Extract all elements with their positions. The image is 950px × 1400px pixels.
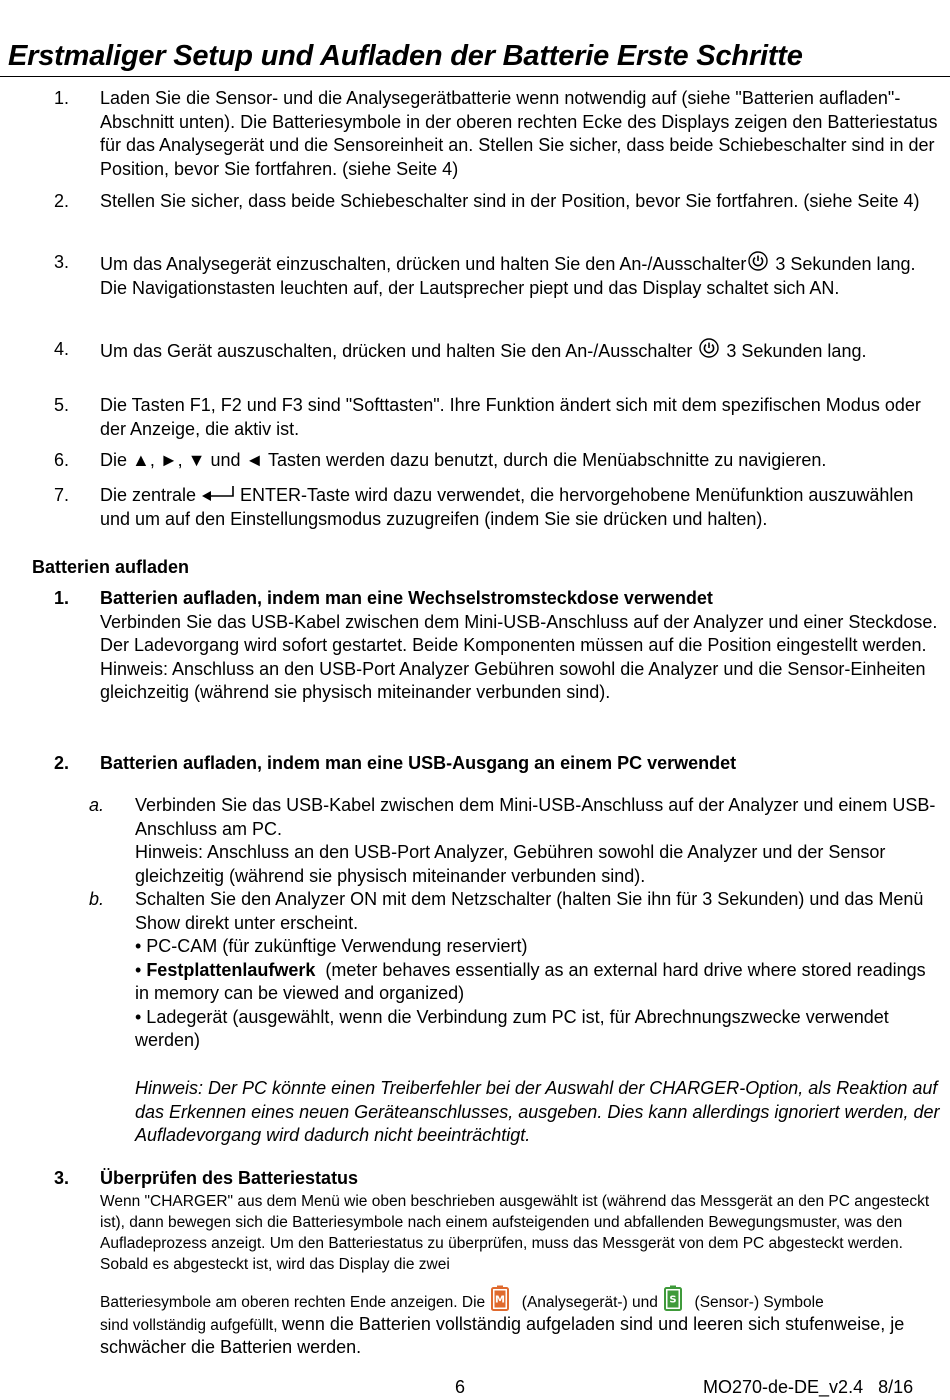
step-text: Laden Sie die Sensor- und die Analysegerätbatterie wenn notwendig auf (siehe "Batterien aufladen"-Abschnitt unten). Die Batteriesymbole in der oberen rechten Ecke des Displays zeigen den Batteriestatus für das Analysegerät und die Sensoreinheit an. Stellen Sie sicher, dass beide Schiebeschalter sind in der Position, bevor Sie fortfahren. (siehe Seite 4) [100,88,938,179]
text-part: Batteriesymbole am oberen rechten Ende anzeigen. Die [100,1293,486,1311]
step-text [100,338,940,364]
substep-body [135,794,940,888]
step-text-part: Die zentrale [100,485,197,505]
step-text: Die Tasten F1, F2 und F3 sind "Softtasten". Ihre Funktion ändert sich mit dem spezifischen Modus oder der Anzeige, die aktiv ist. [100,395,921,439]
section-heading: Batterien aufladen, indem man eine Wechselstromsteckdose verwendet [100,588,713,608]
substep-note: Hinweis: Anschluss an den USB-Port Analyzer, Gebühren sowohl die Analyzer und der Sensor gleichzeitig (während sie physisch miteinander verbunden sind). [135,842,886,886]
text-part: (Sensor-) Symbole [694,1293,824,1311]
step-text [100,484,940,531]
step-text-part: 3 Sekunden lang. Die Navigationstasten leuchten auf, der Lautsprecher piept und das Display schaltet sich AN. [100,254,916,298]
step-number: 4. [54,339,70,359]
battery-analyzer-icon [491,1285,509,1311]
substep-text: Schalten Sie den Analyzer ON mit dem Netzschalter (halten Sie ihn für 3 Sekunden) und das Menü Show direkt unter erscheint. [135,889,924,933]
page-number: 6 [455,1377,466,1397]
step-number: 1. [54,88,70,108]
title-divider [0,76,950,77]
text-part: sind vollständig aufgefüllt, [100,1316,282,1334]
section-heading-battery: Batterien aufladen [32,557,190,577]
menu-option-hard-drive [135,959,940,1006]
section-paragraph: Wenn "CHARGER" aus dem Menü wie oben beschrieben ausgewählt ist (während das Messgerät an den PC angesteckt ist), dann bewegen sich die Batteriesymbole nach einem aufsteigenden und abfallenden Bewegungsmuster, was den Aufladeprozess anzeigt. Um den Batteriestatus zu überprüfen, muss das Messgerät von dem PC abgesteckt werden. Sobald es abgesteckt ist, wird das Display die zwei [100,1192,930,1273]
section-heading: Überprüfen des Batteriestatus [100,1168,359,1188]
text-part: (Analysegerät-) und [521,1293,658,1311]
section-body [100,1167,944,1360]
section-paragraph: Verbinden Sie das USB-Kabel zwischen dem Mini-USB-Anschluss auf der Analyzer und einer Steckdose. Der Ladevorgang wird sofort gestartet. Beide Komponenten müssen auf die Position eingestellt werden. [100,611,938,655]
svg-text:S: S [669,1294,677,1305]
section-number: 3. [54,1168,70,1188]
step-text: Stellen Sie sicher, dass beide Schiebeschalter sind in der Position, bevor Sie fortfahren. (siehe Seite 4) [100,191,920,211]
section-paragraph-icons [100,1285,944,1360]
menu-option-charger: • Ladegerät (ausgewählt, wenn die Verbindung zum PC ist, für Abrechnungszwecke verwendet werden) [135,1006,889,1050]
section-note: Hinweis: Anschluss an den USB-Port Analyzer Gebühren sowohl die Analyzer und die Sensor-Einheiten gleichzeitig (während sie physisch miteinander verbunden sind). [100,658,926,702]
section-heading: Batterien aufladen, indem man eine USB-Ausgang an einem PC verwendet [100,753,737,773]
menu-option-pc-cam: • PC-CAM (für zukünftige Verwendung reserviert) [135,936,528,956]
step-text-part: ENTER-Taste wird dazu verwendet, die hervorgehobene Menüfunktion auszuwählen und um auf den Einstellungsmodus zuzugreifen (indem Sie sie drücken und halten). [100,485,914,529]
substep-body [135,888,940,1053]
substep-label: a. [89,795,105,815]
step-text-part: Um das Analysegerät einzuschalten, drücken und halten Sie den An-/Ausschalter [100,254,747,274]
svg-text:M: M [495,1294,506,1305]
step-text [100,251,940,300]
option-description: (meter behaves essentially as an external hard drive where stored readings in memory can be viewed and organized) [135,959,931,1003]
step-number: 5. [54,395,70,415]
battery-sensor-icon [664,1285,682,1311]
step-text-part: Um das Gerät auszuschalten, drücken und halten Sie den An-/Ausschalter [100,341,698,361]
step-number: 7. [54,485,70,505]
power-icon [748,251,768,271]
bullet: • [135,959,147,980]
section-body [100,587,940,705]
step-number: 2. [54,191,70,211]
document-id: MO270-de-DE_v2.4 8/16 [703,1377,914,1397]
enter-arrow-icon [202,484,236,500]
step-number: 3. [54,252,70,272]
page-title: Erstmaliger Setup und Aufladen der Batterie Erste Schritte [8,40,803,72]
driver-warning-note: Hinweis: Der PC könnte einen Treiberfehler bei der Auswahl der CHARGER-Option, als Reaktion auf das Erkennen eines neuen Geräteanschlusses, ausgeben. Dies kann allerdings ignoriert werden, der Aufladevorgang wird dadurch nicht beeinträchtigt. [135,1078,940,1145]
step-text: Die ▲, ►, ▼ und ◄ Tasten werden dazu benutzt, durch die Menüabschnitte zu navigieren. [100,450,827,470]
substep-text: Verbinden Sie das USB-Kabel zwischen dem Mini-USB-Anschluss auf der Analyzer und einem USB-Anschluss am PC. [135,795,936,839]
step-text-part: 3 Sekunden lang. [721,341,867,361]
step-number: 6. [54,450,70,470]
option-name: Festplattenlaufwerk [146,959,316,980]
text-part: wenn die Batterien vollständig aufgeladen sind und leeren sich stufenweise, je schwächer die Batterien werden. [100,1313,905,1357]
section-number: 2. [54,753,70,773]
section-number: 1. [54,588,70,608]
substep-label: b. [89,889,105,909]
power-icon [699,338,719,358]
